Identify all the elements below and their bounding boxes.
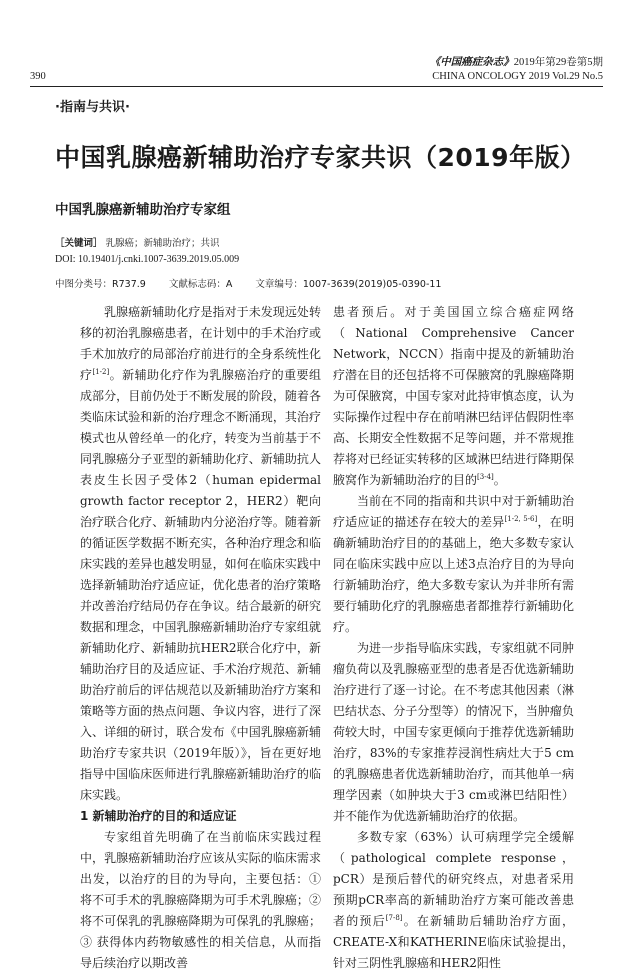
indications-paragraph: 当前在不同的指南和共识中对于新辅助治疗适应证的描述存在较大的差异[1-2, 5-6]，在明确新辅助治疗目的的基础上，绝大多数专家认同在临床实践中应以上述3点治疗目的为导向行新辅助治疗，绝大多数专家认为并非所有需要行辅助化疗的乳腺癌患者都推荐行新辅助化疗。 [333,494,574,634]
page-number: 390 [30,71,46,82]
document-code: 文献标志码：A [168,279,233,290]
citation: [3-4] [477,473,494,481]
right-column [333,302,574,974]
doi: DOI: 10.19401/j.cnki.1007-3639.2019.05.009 [55,254,240,265]
author-group: 中国乳腺癌新辅助治疗专家组 [55,202,231,218]
section-tag: ·指南与共识· [55,100,130,115]
clc-number: 中图分类号：R737.9 [55,279,146,290]
journal-header [430,56,603,84]
intro-paragraph: 乳腺癌新辅助化疗是指对于未发现远处转移的初治乳腺癌患者，在计划中的手术治疗或手术加放疗的局部治疗前进行的全身系统性化疗[1-2]。新辅助化疗作为乳腺癌治疗的重要组成部分，目前仍处于不断发展的阶段，随着各类临床试验和新的治疗理念不断涌现，其治疗模式也从曾经单一的化疗，转变为当前基于不同乳腺癌分子亚型的新辅助化疗、新辅助抗人表皮生长因子受体2（human epidermal growth factor receptor 2，HER2）靶向治疗联合化疗、新辅助内分泌治疗等。随着新的循证医学数据不断充实，各种治疗理念和临床实践的差异也越发明显，如何在临床实践中选择新辅助治疗适应证，优化患者的治疗策略并改善治疗结局仍存在争议。结合最新的研究数据和理念，中国乳腺癌新辅助治疗专家组就新辅助化疗、新辅助抗HER2联合化疗中，新辅助治疗目的及适应证、手术治疗规范、新辅助治疗前后的评估规范以及新辅助治疗方案和策略等方面的热点问题、争议内容，进行了深入、详细的研讨，联合发布《中国乳腺癌新辅助治疗专家共识（2019年版）》，旨在更好地指导中国临床医师进行乳腺癌新辅助治疗的临床实践。 [80,305,321,802]
citation: [1-2] [92,368,110,376]
continued-paragraph: 患者预后。对于美国国立综合癌症网络（National Comprehensive Cancer Network，NCCN）指南中提及的新辅助治疗潜在目的还包括将不可保腋窝的乳腺癌降期为可保腋窝，中国专家对此持审慎态度，认为实际操作过程中存在前哨淋巴结评估假阴性率高、长期安全性数据不足等问题，并不常规推荐将对已经证实转移的区域淋巴结进行降期保腋窝作为新辅助治疗的目的[3-4]。 [333,305,574,487]
journal-name: 《中国癌症杂志》 [429,57,514,68]
article-number: 文章编号：1007-3639(2019)05-0390-11 [255,279,442,290]
article-title: 中国乳腺癌新辅助治疗专家共识（2019年版） [55,143,586,172]
citation: [1-2, 5-6] [504,515,538,523]
left-column [80,302,321,974]
header-divider [30,86,603,87]
pcr-paragraph: 多数专家（63%）认可病理学完全缓解（pathological complete response，pCR）是预后替代的研究终点，对患者采用预期pCR率高的新辅助治疗方案可能改善患者的预后[7-8]。在新辅助后辅助治疗方面，CREATE-X和KATHERINE临床试验提出，针对三阴性乳腺癌和HER2阳性 [333,830,574,970]
issue-en: CHINA ONCOLOGY 2019 Vol.29 No.5 [432,71,603,82]
issue-cn: 2019年第29卷第5期 [513,57,603,68]
keywords-label: ［关键词］ [55,238,103,249]
keywords: 乳腺癌；新辅助治疗；共识 [105,238,220,249]
section1-paragraph: 专家组首先明确了在当前临床实践过程中，乳腺癌新辅助治疗应该从实际的临床需求出发，以治疗的目的为导向，主要包括：① 将不可手术的乳腺癌降期为可手术乳腺癌；② 将不可保乳的乳腺癌降期为可保乳的乳腺癌；③ 获得体内药物敏感性的相关信息，从而指导后续治疗以期改善 [80,830,321,970]
section-heading-1: 1 新辅助治疗的目的和适应证 [80,809,237,823]
article-meta [55,236,239,268]
tumor-burden-paragraph: 为进一步指导临床实践，专家组就不同肿瘤负荷以及乳腺癌亚型的患者是否优选新辅助治疗进行了逐一讨论。在不考虑其他因素（淋巴结状态、分子分型等）的情况下，当肿瘤负荷较大时，中国专家更倾向于推荐优选新辅助治疗，83%的专家推荐浸润性病灶大于5 cm的乳腺癌患者优选新辅助治疗，而其他单一病理学因素（如肿块大于3 cm或淋巴结阳性）并不能作为优选新辅助治疗的依据。 [333,641,574,823]
classification-line [55,276,461,290]
citation: [7-8] [385,914,403,922]
